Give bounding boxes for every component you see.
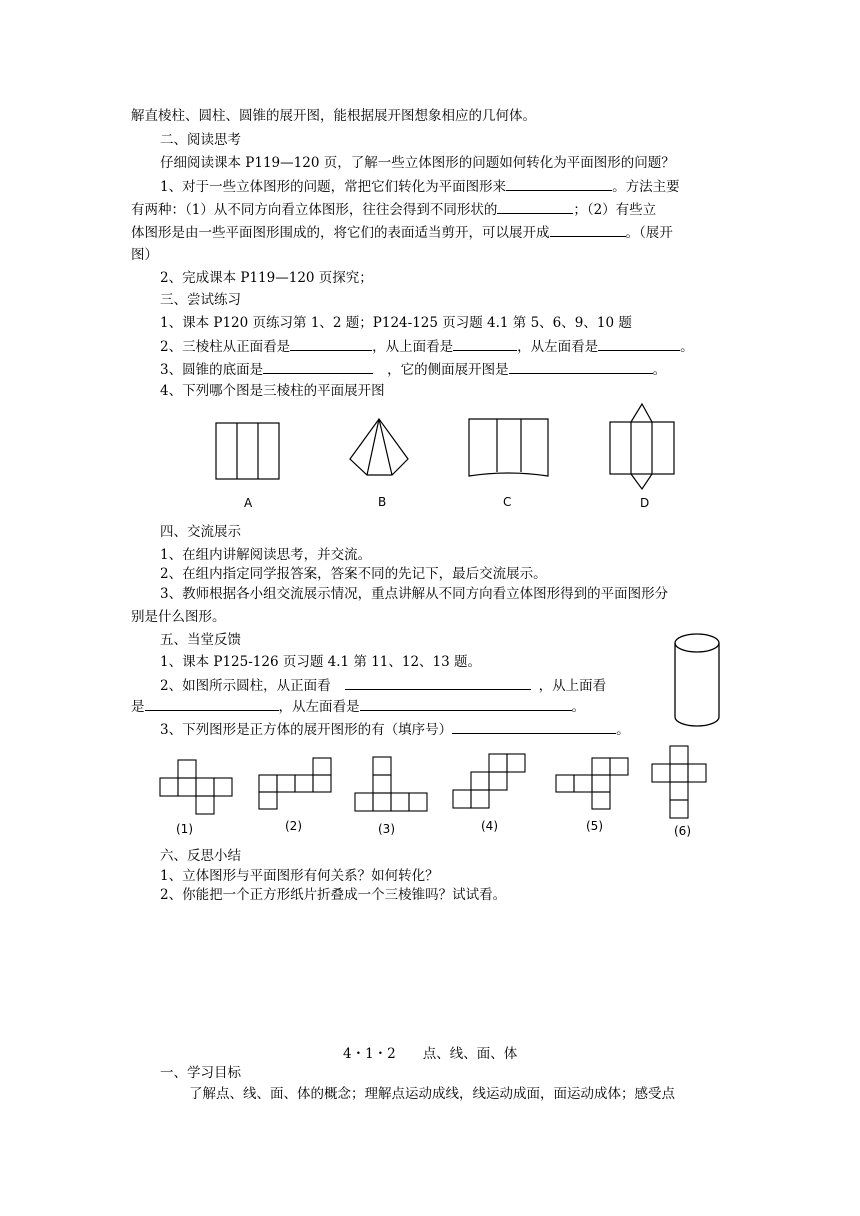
- cube-net-3: [355, 757, 427, 811]
- text-segment: 。（展开: [625, 225, 673, 241]
- text-line: 别是什么图形。: [131, 609, 226, 625]
- section-heading: 六、反思小结: [160, 848, 241, 864]
- answer-blank[interactable]: [509, 361, 653, 374]
- cube-net-5: [556, 758, 628, 809]
- text-segment: ，从上面看: [538, 678, 607, 694]
- text-line: 1、课本 P125-126 页习题 4.1 第 11、12、13 题。: [160, 654, 482, 670]
- text-line: 解直棱柱、圆柱、圆锥的展开图，能根据展开图想象相应的几何体。: [131, 108, 536, 124]
- text-segment: 。: [652, 362, 667, 378]
- answer-blank[interactable]: [598, 338, 680, 351]
- text-line: 1、课本 P120 页练习第 1、2 题；P124-125 页习题 4.1 第 5、6、9、10 题: [160, 315, 632, 331]
- net-label[interactable]: (3): [378, 822, 395, 836]
- answer-blank[interactable]: [453, 338, 517, 351]
- text-line: 2、完成课本 P119—120 页探究；: [160, 270, 373, 286]
- net-label[interactable]: (4): [481, 819, 498, 833]
- net-label[interactable]: (1): [176, 822, 193, 836]
- text-line: 了解点、线、面、体的概念；理解点运动成线，线运动成面，面运动成体；感受点: [189, 1086, 675, 1102]
- text-segment: ；（2）有些立: [573, 202, 657, 218]
- option-label[interactable]: C: [503, 495, 512, 509]
- answer-blank[interactable]: [345, 677, 531, 690]
- text-line: 2、在组内指定同学报答案，答案不同的先记下，最后交流展示。: [160, 566, 547, 582]
- question-line: [131, 224, 673, 241]
- net-label[interactable]: (5): [586, 819, 603, 833]
- text-line: 1、在组内讲解阅读思考，并交流。: [160, 547, 372, 563]
- question-line: [160, 361, 666, 378]
- text-line: 仔细阅读课本 P119—120 页，了解一些立体图形的问题如何转化为平面图形的问题？: [160, 155, 675, 171]
- question-line: [131, 698, 585, 715]
- section-heading: 二、阅读思考: [160, 132, 241, 148]
- answer-blank[interactable]: [550, 224, 626, 237]
- text-segment: 。: [616, 722, 630, 738]
- cube-net-1: [160, 760, 232, 814]
- text-segment: 1、对于一些立体图形的问题，常把它们转化为平面图形来: [160, 179, 507, 195]
- cube-net-6: [652, 746, 706, 818]
- net-label[interactable]: (6): [674, 824, 691, 838]
- section-heading: 三、尝试练习: [160, 292, 241, 308]
- text-line: 图）: [131, 247, 158, 263]
- answer-blank[interactable]: [452, 721, 616, 734]
- text-line: 2、你能把一个正方形纸片折叠成一个三棱锥吗？试试看。: [160, 887, 507, 903]
- section-heading: 一、学习目标: [160, 1065, 241, 1081]
- cube-net-4: [453, 754, 525, 808]
- text-segment: 。: [680, 339, 694, 355]
- cube-net-2: [259, 758, 331, 809]
- question-line: 4、下列哪个图是三棱柱的平面展开图: [160, 383, 385, 399]
- lesson-title: 4・1・2 点、线、面、体: [343, 1046, 518, 1062]
- question-line: [160, 338, 694, 355]
- answer-blank[interactable]: [360, 698, 572, 711]
- question-line: [160, 677, 606, 694]
- question-line: [160, 178, 680, 195]
- text-segment: 2、三棱柱从正面看是: [160, 339, 291, 355]
- text-segment: ，从左面看是: [278, 699, 360, 715]
- option-a-shape: [216, 423, 279, 479]
- option-label[interactable]: A: [244, 496, 253, 510]
- text-segment: 。: [571, 699, 585, 715]
- text-segment: 是: [131, 699, 145, 715]
- answer-blank[interactable]: [506, 178, 612, 191]
- option-d-shape: [610, 422, 674, 474]
- text-segment: 。方法主要: [612, 179, 680, 195]
- section-heading: 五、当堂反馈: [160, 632, 241, 648]
- answer-blank[interactable]: [290, 338, 372, 351]
- text-line: 1、立体图形与平面图形有何关系？如何转化？: [160, 868, 439, 884]
- option-label[interactable]: B: [378, 495, 387, 509]
- option-b-shape: [350, 419, 408, 475]
- text-line: 3、教师根据各小组交流展示情况，重点讲解从不同方向看立体图形得到的平面图形分: [160, 586, 669, 602]
- text-segment: ，从上面看是: [372, 339, 454, 355]
- option-label[interactable]: D: [640, 496, 650, 510]
- text-segment: 2、如图所示圆柱，从正面看: [160, 678, 331, 694]
- answer-blank[interactable]: [263, 361, 373, 374]
- net-label[interactable]: (2): [285, 819, 302, 833]
- question-line: [131, 201, 656, 218]
- option-c-shape: [469, 419, 548, 476]
- question-line: [160, 721, 630, 738]
- text-segment: 有两种：（1）从不同方向看立体图形，往往会得到不同形状的: [131, 202, 498, 218]
- text-segment: ，从左面看是: [517, 339, 599, 355]
- section-heading: 四、交流展示: [160, 524, 241, 540]
- text-segment: ，它的侧面展开图是: [387, 362, 509, 378]
- answer-blank[interactable]: [497, 201, 573, 214]
- text-segment: 3、圆锥的底面是: [160, 362, 264, 378]
- text-segment: 3、下列图形是正方体的展开图形的有（填序号）: [160, 722, 453, 738]
- text-segment: 体图形是由一些平面图形围成的，将它们的表面适当剪开，可以展开成: [131, 225, 550, 241]
- answer-blank[interactable]: [145, 698, 279, 711]
